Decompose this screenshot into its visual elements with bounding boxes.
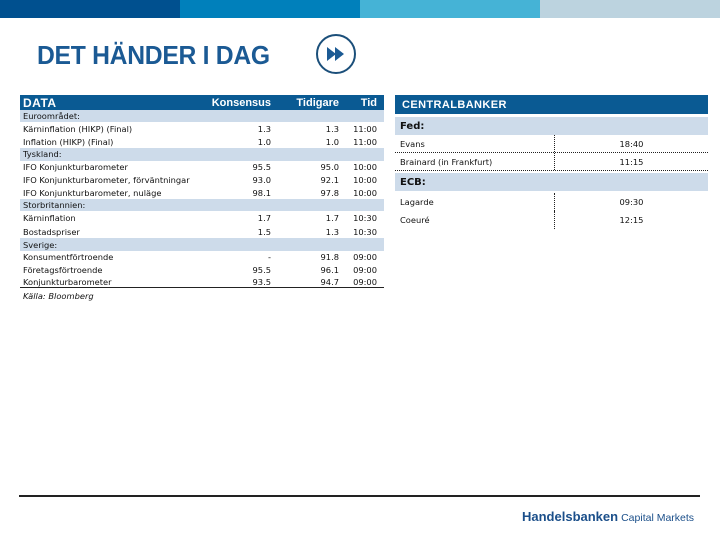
tid-value: 10:30 (353, 213, 377, 224)
speaker-row (395, 135, 708, 153)
speaker-name: Coeuré (395, 211, 555, 229)
page-title: DET HÄNDER I DAG (37, 39, 270, 70)
speaker-row (395, 153, 708, 171)
color-segment-3 (360, 0, 540, 18)
section-label: Euroområdet: (23, 111, 80, 122)
logo-bold-text: Handelsbanken (522, 509, 619, 524)
table-row (20, 277, 384, 288)
konsensus-value: 1.0 (257, 137, 271, 148)
indicator-name: IFO Konjunkturbarometer, förväntningar (23, 175, 190, 186)
tidigare-value: 91.8 (320, 252, 339, 263)
data-table-header (20, 95, 384, 110)
footer-divider (19, 495, 700, 497)
speaker-time: 12:15 (619, 215, 644, 225)
speaker-row (395, 193, 708, 211)
indicator-name: Konjunkturbarometer (23, 276, 112, 287)
speaker-name: Evans (395, 135, 555, 152)
handelsbanken-logo (522, 508, 694, 526)
tid-value: 09:00 (353, 265, 377, 276)
tidigare-value: 97.8 (320, 187, 339, 198)
table-row (20, 211, 384, 225)
central-banks-table (395, 95, 708, 229)
source-note: Källa: Bloomberg (23, 290, 94, 301)
section-label: Sverige: (23, 239, 58, 250)
tid-value: 10:00 (353, 162, 377, 173)
indicator-name: Inflation (HIKP) (Final) (23, 137, 114, 148)
tid-value: 10:00 (353, 175, 377, 186)
section-header (20, 148, 384, 160)
konsensus-value: 1.3 (257, 124, 271, 135)
column-header-konsensus: Konsensus (211, 96, 271, 109)
table-row (20, 174, 384, 186)
konsensus-value: 1.7 (257, 213, 271, 224)
tid-value: 10:30 (353, 226, 377, 237)
color-segment-1 (0, 0, 180, 18)
indicator-name: Bostadspriser (23, 226, 80, 237)
tidigare-value: 92.1 (320, 175, 339, 186)
konsensus-value: 95.5 (252, 265, 271, 276)
speaker-row (395, 211, 708, 229)
konsensus-value: - (268, 252, 271, 263)
section-header (20, 238, 384, 250)
top-color-bar (0, 0, 720, 18)
speaker-name: Brainard (in Frankfurt) (395, 153, 555, 170)
tidigare-value: 94.7 (320, 276, 339, 287)
konsensus-value: 95.5 (252, 162, 271, 173)
column-header-tid: Tid (360, 96, 377, 109)
column-header-tidigare: Tidigare (296, 96, 339, 109)
indicator-name: IFO Konjunkturbarometer (23, 162, 128, 173)
tid-value: 09:00 (353, 252, 377, 263)
indicator-name: Kärninflation (23, 213, 76, 224)
fast-forward-icon (315, 33, 357, 75)
central-banks-title: CENTRALBANKER (395, 95, 708, 114)
tidigare-value: 1.7 (325, 213, 339, 224)
tidigare-value: 96.1 (320, 265, 339, 276)
speaker-time: 18:40 (619, 138, 644, 149)
tid-value: 10:00 (353, 187, 377, 198)
data-table (20, 95, 384, 301)
section-header: ECB: (395, 173, 708, 191)
konsensus-value: 93.5 (252, 276, 271, 287)
indicator-name: IFO Konjunkturbarometer, nuläge (23, 187, 162, 198)
tid-value: 11:00 (353, 137, 377, 148)
konsensus-value: 93.0 (252, 175, 271, 186)
page-header (37, 38, 282, 72)
table-row (20, 264, 384, 276)
section-label: Storbritannien: (23, 200, 86, 211)
table-row (20, 225, 384, 239)
tidigare-value: 1.3 (325, 226, 339, 237)
data-table-title: DATA (23, 95, 57, 110)
section-header (20, 199, 384, 211)
speaker-time: 09:30 (619, 197, 644, 207)
color-segment-2 (180, 0, 360, 18)
speaker-name: Lagarde (395, 193, 555, 211)
color-segment-4 (540, 0, 720, 18)
section-label: Tyskland: (23, 149, 62, 160)
section-header: Fed: (395, 117, 708, 135)
table-row (20, 187, 384, 199)
table-row (20, 251, 384, 265)
tidigare-value: 1.0 (325, 137, 339, 148)
indicator-name: Kärninflation (HIKP) (Final) (23, 124, 133, 135)
tid-value: 09:00 (353, 276, 377, 287)
speaker-time: 11:15 (619, 156, 644, 167)
table-row (20, 122, 384, 136)
table-row (20, 136, 384, 148)
section-header (20, 110, 384, 122)
indicator-name: Företagsförtroende (23, 265, 103, 276)
tid-value: 11:00 (353, 124, 377, 135)
tidigare-value: 1.3 (325, 124, 339, 135)
table-row (20, 161, 384, 175)
indicator-name: Konsumentförtroende (23, 252, 114, 263)
konsensus-value: 1.5 (257, 226, 271, 237)
tidigare-value: 95.0 (320, 162, 339, 173)
konsensus-value: 98.1 (252, 187, 271, 198)
logo-light-text: Capital Markets (621, 512, 695, 524)
